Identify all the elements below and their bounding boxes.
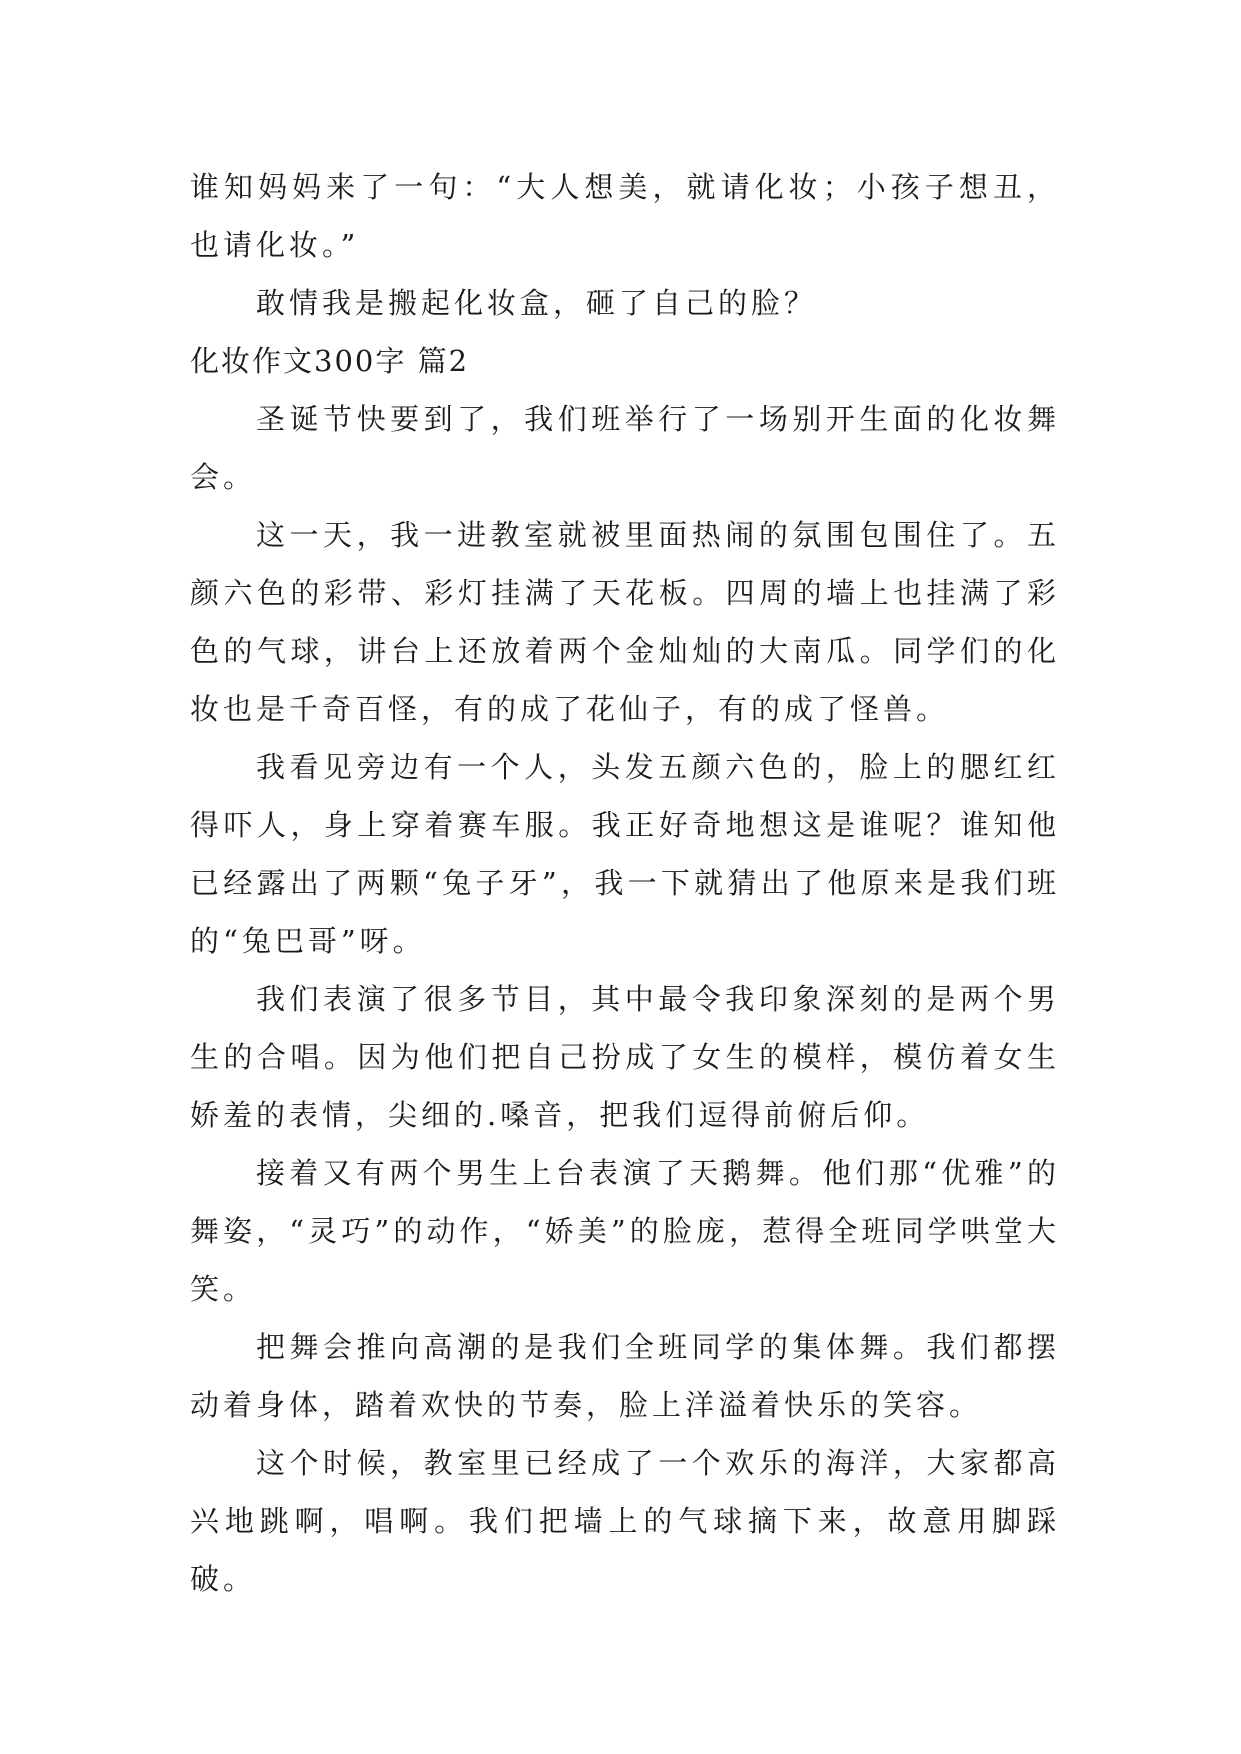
paragraph: 这个时候，教室里已经成了一个欢乐的海洋，大家都高兴地跳啊，唱啊。我们把墙上的气球摘下来，故意用脚踩破。 <box>190 1446 1060 1596</box>
paragraph: 敢情我是搬起化妆盒，砸了自己的脸？ <box>256 286 818 320</box>
paragraph: 接着又有两个男生上台表演了天鹅舞。他们那“优雅”的舞姿，“灵巧”的动作，“娇美”的脸庞，惹得全班同学哄堂大笑。 <box>190 1156 1060 1306</box>
paragraph: 把舞会推向高潮的是我们全班同学的集体舞。我们都摆动着身体，踏着欢快的节奏，脸上洋溢着快乐的笑容。 <box>190 1330 1060 1422</box>
section-heading: 化妆作文300字 篇2 <box>190 344 470 378</box>
paragraph: 我们表演了很多节目，其中最令我印象深刻的是两个男生的合唱。因为他们把自己扮成了女生的模样，模仿着女生娇羞的表情，尖细的.嗓音，把我们逗得前俯后仰。 <box>190 982 1060 1132</box>
document-page <box>190 158 1060 1608</box>
paragraph: 谁知妈妈来了一句：“大人想美，就请化妆；小孩子想丑，也请化妆。” <box>190 170 1060 262</box>
paragraph: 这一天，我一进教室就被里面热闹的氛围包围住了。五颜六色的彩带、彩灯挂满了天花板。四周的墙上也挂满了彩色的气球，讲台上还放着两个金灿灿的大南瓜。同学们的化妆也是千奇百怪，有的成了花仙子，有的成了怪兽。 <box>190 518 1060 726</box>
paragraph: 圣诞节快要到了，我们班举行了一场别开生面的化妆舞会。 <box>190 402 1060 494</box>
paragraph: 我看见旁边有一个人，头发五颜六色的，脸上的腮红红得吓人，身上穿着赛车服。我正好奇地想这是谁呢？谁知他已经露出了两颗“兔子牙”，我一下就猜出了他原来是我们班的“兔巴哥”呀。 <box>190 750 1060 958</box>
